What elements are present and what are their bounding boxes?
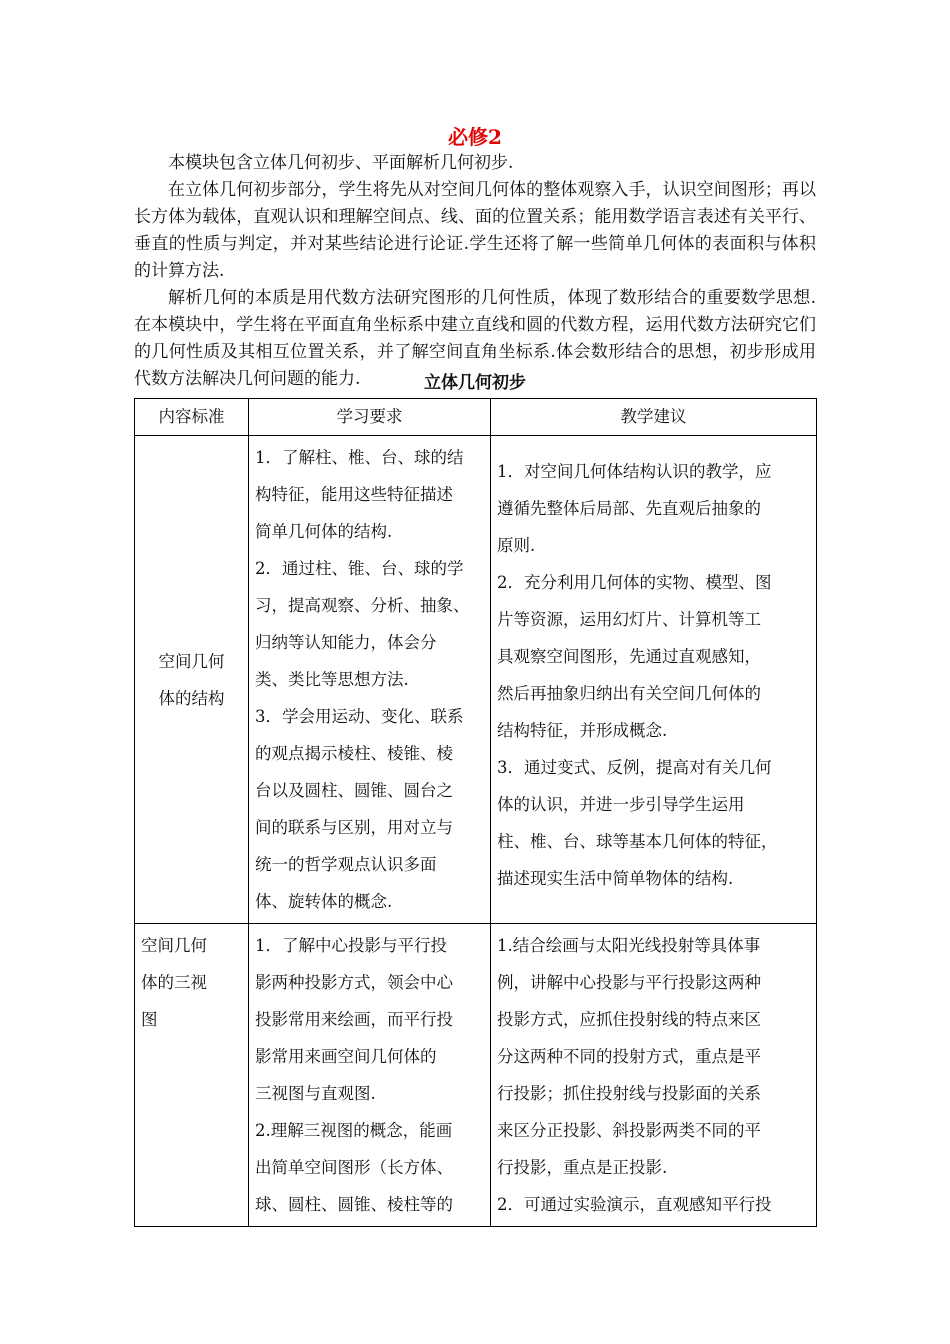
cell-line: 投影常用来绘画，而平行投 (255, 1010, 453, 1029)
intro-paragraph: 在立体几何初步部分，学生将先从对空间几何体的整体观察入手，认识空间图形；再以长方体为载体，直观认识和理解空间点、线、面的位置关系；能用数学语言表述有关平行、垂直的性质与判定，并对某些结论进行论证.学生还将了解一些简单几何体的表面积与体积的计算方法. (134, 180, 816, 281)
cell-line: 1.结合绘画与太阳光线投射等具体事 (497, 936, 761, 955)
teaching-suggestions-cell (491, 436, 817, 924)
cell-line: 描述现实生活中简单物体的结构. (497, 869, 734, 888)
cell-line: 图 (141, 1010, 158, 1029)
cell-line: 统一的哲学观点认识多面 (255, 855, 437, 874)
cell-line: 原则. (497, 536, 536, 555)
cell-line: 投影方式，应抓住投射线的特点来区 (497, 1010, 761, 1029)
cell-line: 间的联系与区别，用对立与 (255, 818, 453, 837)
cell-line: 遵循先整体后局部、先直观后抽象的 (497, 499, 761, 518)
header-learning-requirements: 学习要求 (249, 399, 491, 436)
content-standard-cell (135, 924, 249, 1227)
cell-line: 分这两种不同的投射方式，重点是平 (497, 1047, 761, 1066)
cell-line: 体、旋转体的概念. (255, 892, 393, 911)
cell-line: 来区分正投影、斜投影两类不同的平 (497, 1121, 761, 1140)
cell-line: 1．了解柱、椎、台、球的结 (255, 448, 464, 467)
cell-line: 台以及圆柱、圆锥、圆台之 (255, 781, 453, 800)
cell-line: 体的认识，并进一步引导学生运用 (497, 795, 745, 814)
cell-line: 习，提高观察、分析、抽象、 (255, 596, 470, 615)
header-content-standard: 内容标准 (135, 399, 249, 436)
cell-line: 归纳等认知能力，体会分 (255, 633, 437, 652)
cell-line: 简单几何体的结构. (255, 522, 393, 541)
cell-line: 球、圆柱、圆锥、棱柱等的 (255, 1195, 453, 1214)
cell-line: 体的三视 (141, 973, 207, 992)
standards-table (134, 398, 817, 1227)
cell-line: 具观察空间图形，先通过直观感知， (497, 647, 761, 666)
cell-line: 2．可通过实验演示，直观感知平行投 (497, 1195, 772, 1214)
cell-line: 柱、椎、台、球等基本几何体的特征， (497, 832, 778, 851)
cell-line: 2．充分利用几何体的实物、模型、图 (497, 573, 772, 592)
section-title: 立体几何初步 (424, 373, 526, 393)
cell-line: 出简单空间图形（长方体、 (255, 1158, 453, 1177)
table-row (135, 924, 817, 1227)
table-header-row (135, 399, 817, 436)
cell-line: 1．了解中心投影与平行投 (255, 936, 447, 955)
cell-line: 影两种投影方式，领会中心 (255, 973, 453, 992)
teaching-suggestions-cell (491, 924, 817, 1227)
header-teaching-suggestions: 教学建议 (491, 399, 817, 436)
cell-line: 行投影；抓住投射线与投影面的关系 (497, 1084, 761, 1103)
cell-line: 空间几何 (141, 936, 207, 955)
cell-line: 2.理解三视图的概念，能画 (255, 1121, 453, 1140)
cell-line: 构特征，能用这些特征描述 (255, 485, 453, 504)
cell-line: 例，讲解中心投影与平行投影这两种 (497, 973, 761, 992)
intro-paragraph: 本模块包含立体几何初步、平面解析几何初步. (168, 153, 514, 173)
cell-line: 1．对空间几何体结构认识的教学，应 (497, 462, 772, 481)
intro-paragraph: 解析几何的本质是用代数方法研究图形的几何性质，体现了数形结合的重要数学思想.在本模块中，学生将在平面直角坐标系中建立直线和圆的代数方程，运用代数方法研究它们的几何性质及其相互位置关系，并了解空间直角坐标系.体会数形结合的思想，初步形成用代数方法解决几何问题的能力. (134, 288, 816, 389)
cell-line: 2．通过柱、锥、台、球的学 (255, 559, 464, 578)
intro-text (134, 150, 816, 393)
cell-line: 类、类比等思想方法. (255, 670, 409, 689)
cell-line: 结构特征，并形成概念. (497, 721, 668, 740)
cell-line: 3．通过变式、反例，提高对有关几何 (497, 758, 772, 777)
table-row (135, 436, 817, 924)
cell-line: 体的结构 (158, 688, 225, 708)
cell-line: 影常用来画空间几何体的 (255, 1047, 437, 1066)
cell-line: 然后再抽象归纳出有关空间几何体的 (497, 684, 761, 703)
cell-line: 片等资源，运用幻灯片、计算机等工 (497, 610, 761, 629)
cell-line: 3．学会用运动、变化、联系 (255, 707, 464, 726)
learning-requirements-cell (249, 924, 491, 1227)
cell-line: 行投影，重点是正投影. (497, 1158, 668, 1177)
cell-line: 的观点揭示棱柱、棱锥、棱 (255, 744, 453, 763)
content-standard-cell (135, 436, 249, 924)
cell-line: 三视图与直观图. (255, 1084, 376, 1103)
cell-line: 空间几何 (158, 651, 225, 671)
learning-requirements-cell (249, 436, 491, 924)
page-title: 必修2 (448, 125, 502, 149)
